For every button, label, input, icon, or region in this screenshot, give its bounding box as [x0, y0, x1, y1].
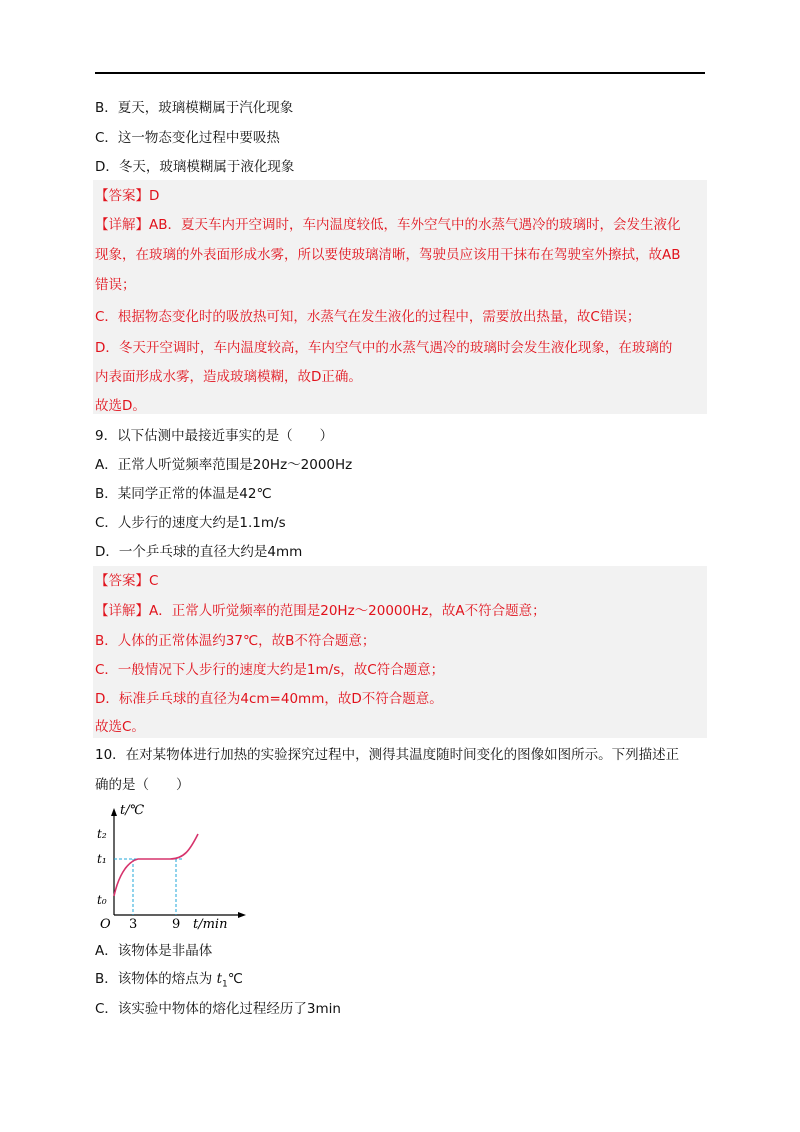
tick-t1-label: t₁: [97, 852, 107, 866]
q8-conclusion: 故选D。: [95, 398, 146, 414]
q9-answer: [95, 572, 158, 590]
y-axis-label: t/℃: [120, 803, 145, 818]
q9-option-b: B．某同学正常的体温是42℃: [95, 486, 272, 502]
detail-label: 【详解】: [95, 217, 149, 233]
q8-detail-line-2: 现象，在玻璃的外表面形成水雾，所以要使玻璃清晰，驾驶员应该用干抹布在驾驶室外擦拭，故AB: [95, 247, 681, 263]
temperature-time-graph: [90, 800, 270, 935]
temperature-curve: [114, 834, 198, 896]
q10-option-b: [95, 970, 243, 994]
q8-detail-line-4: C．根据物态变化时的吸放热可知，水蒸气在发生液化的过程中，需要放出热量，故C错误；: [95, 309, 641, 325]
q9-detail-line-1: [95, 602, 546, 620]
q9-answer-box: [93, 566, 707, 738]
y-axis-arrow-icon: [111, 808, 117, 816]
q9-option-a: A．正常人听觉频率范围是20Hz～2000Hz: [95, 457, 353, 473]
q9-option-d: D．一个乒乓球的直径大约是4mm: [95, 544, 303, 560]
melting-point-variable: t: [216, 971, 222, 987]
q9-detail-line-3: C．一般情况下人步行的速度大约是1m/s，故C符合题意；: [95, 662, 445, 678]
q10-option-a: A．该物体是非晶体: [95, 943, 213, 959]
q8-detail-line-3: 错误；: [95, 277, 136, 293]
q8-detail-line-5: D．冬天开空调时，车内温度较高，车内空气中的水蒸气遇冷的玻璃时会发生液化现象，在玻璃的: [95, 340, 673, 356]
q10-stem-line-2: 确的是（ ）: [95, 777, 190, 793]
x-axis-label: t/min: [193, 917, 228, 932]
header-rule: [95, 72, 705, 74]
q8-answer: [95, 187, 159, 205]
tick-t2-label: t₂: [97, 827, 107, 841]
q8-option-c: C．这一物态变化过程中要吸热: [95, 130, 280, 146]
origin-label: O: [100, 917, 111, 932]
q10-stem-line-1: 10．在对某物体进行加热的实验探究过程中，测得其温度随时间变化的图像如图所示。下列描述正: [95, 747, 680, 763]
answer-value: C: [149, 573, 159, 589]
q9-conclusion: 故选C。: [95, 719, 145, 735]
q8-option-b: B．夏天，玻璃模糊属于汽化现象: [95, 100, 294, 116]
tick-t0-label: t₀: [97, 893, 107, 907]
tick-3-label: 3: [129, 917, 138, 932]
q8-detail-line-1: [95, 216, 681, 234]
answer-label: 【答案】: [95, 573, 149, 589]
answer-label: 【答案】: [95, 188, 149, 204]
detail-label: 【详解】: [95, 603, 149, 619]
detail-text: A．正常人听觉频率的范围是20Hz～20000Hz，故A不符合题意；: [149, 603, 546, 619]
detail-text: AB．夏天车内开空调时，车内温度较低，车外空气中的水蒸气遇冷的玻璃时，会发生液化: [149, 217, 681, 233]
option-b-prefix: B．该物体的熔点为: [95, 971, 217, 987]
x-axis-arrow-icon: [238, 912, 246, 918]
q9-option-c: C．人步行的速度大约是1.1m/s: [95, 515, 286, 531]
q10-option-c: C．该实验中物体的熔化过程经历了3min: [95, 1001, 341, 1017]
q9-stem: 9．以下估测中最接近事实的是（ ）: [95, 428, 334, 444]
tick-9-label: 9: [172, 917, 181, 932]
option-b-unit: ℃: [227, 971, 243, 987]
q8-detail-line-6: 内表面形成水雾，造成玻璃模糊，故D正确。: [95, 369, 362, 385]
answer-value: D: [149, 188, 160, 204]
q9-detail-line-4: D．标准乒乓球的直径为4cm=40mm，故D不符合题意。: [95, 691, 443, 707]
melting-point-subscript: 1: [222, 979, 228, 990]
q9-detail-line-2: B．人体的正常体温约37℃，故B不符合题意；: [95, 633, 376, 649]
q8-option-d: D．冬天，玻璃模糊属于液化现象: [95, 159, 295, 175]
